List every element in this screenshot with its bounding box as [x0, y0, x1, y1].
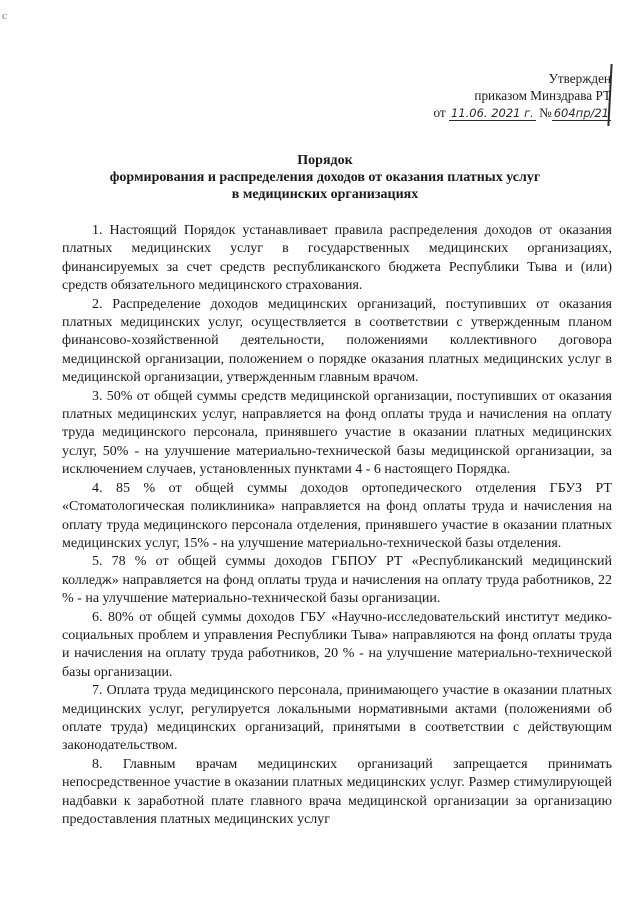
scan-mark: с — [2, 10, 7, 22]
paragraph-4: 4. 85 % от общей суммы доходов ортопедического отделения ГБУЗ РТ «Стоматологическая поликлиника» направляется на фонд оплаты труда и начисления на оплату труда медицинского персонала отделения, принявшего участие в оказании платных медицинских услуг, 15% - на улучшение материально-технической базы отделения. — [62, 480, 612, 551]
title-line-1: Порядок — [297, 153, 353, 168]
title-line-3: в медицинских организациях — [231, 187, 419, 202]
document-title — [40, 152, 610, 203]
approval-line-approved: Утвержден — [548, 71, 611, 86]
paragraph-7: 7. Оплата труда медицинского персонала, принимающего участие в оказании платных медицинских услуг, регулируется локальными нормативными актами (положениями об оплате труда) медицинских организаций, принятыми в соответствии с действующим законодательством. — [62, 683, 612, 754]
approval-from-label: от — [433, 105, 446, 120]
paragraph-6: 6. 80% от общей суммы доходов ГБУ «Научно-исследовательский институт медико-социальных проблем и управления Республики Тыва» направляются на фонд оплаты труда и начисления на оплату труда работников, 20 % - на улучшение материально-технической базы организации. — [62, 609, 612, 680]
paragraph-5: 5. 78 % от общей суммы доходов ГБПОУ РТ «Республиканский медицинский колледж» направляется на фонд оплаты труда и начисления на оплату труда работников, 22 % - на улучшение материально-технической базы организации. — [62, 554, 612, 607]
handwritten-number: 604пр/21 — [553, 106, 609, 120]
paragraph-1: 1. Настоящий Порядок устанавливает правила распределения доходов от оказания платных медицинских услуг в государственных медицинских организациях, финансируемых за счет средств республиканского бюджета Республики Тыва и (или) средств обязательного медицинского страхования. — [62, 223, 612, 294]
approval-number-label: № — [539, 105, 552, 120]
title-line-2: формирования и распределения доходов от оказания платных услуг — [109, 170, 541, 185]
document-body — [62, 222, 612, 829]
handwritten-date: 11.06. 2021 г. — [450, 106, 534, 120]
paragraph-8: 8. Главным врачам медицинских организаций запрещается принимать непосредственное участие в оказании платных медицинских услуг. Размер стимулирующей надбавки к заработной плате главного врача медицинской организации за организацию предоставления платных медицинских услуг — [62, 756, 612, 827]
approval-line-order: приказом Минздрава РТ — [474, 88, 611, 103]
approval-block — [433, 70, 611, 122]
paragraph-2: 2. Распределение доходов медицинских организаций, поступивших от оказания платных медицинских услуг, осуществляется в соответствии с утвержденным планом финансово-хозяйственной деятельности, положениями коллективного договора медицинской организации, положением о порядке оказания платных медицинских услуг в медицинской организации, утвержденным главным врачом. — [62, 296, 612, 386]
approval-line-date-number — [433, 104, 611, 122]
paragraph-3: 3. 50% от общей суммы средств медицинской организации, поступивших от оказания платных медицинских услуг, направляется на фонд оплаты труда и начисления на оплату труда медицинского персонала, принявшего участие в оказании платных медицинских услуг, 50% - на улучшение материально-технической базы медицинской организации, за исключением случаев, установленных пунктами 4 - 6 настоящего Порядка. — [62, 388, 612, 478]
